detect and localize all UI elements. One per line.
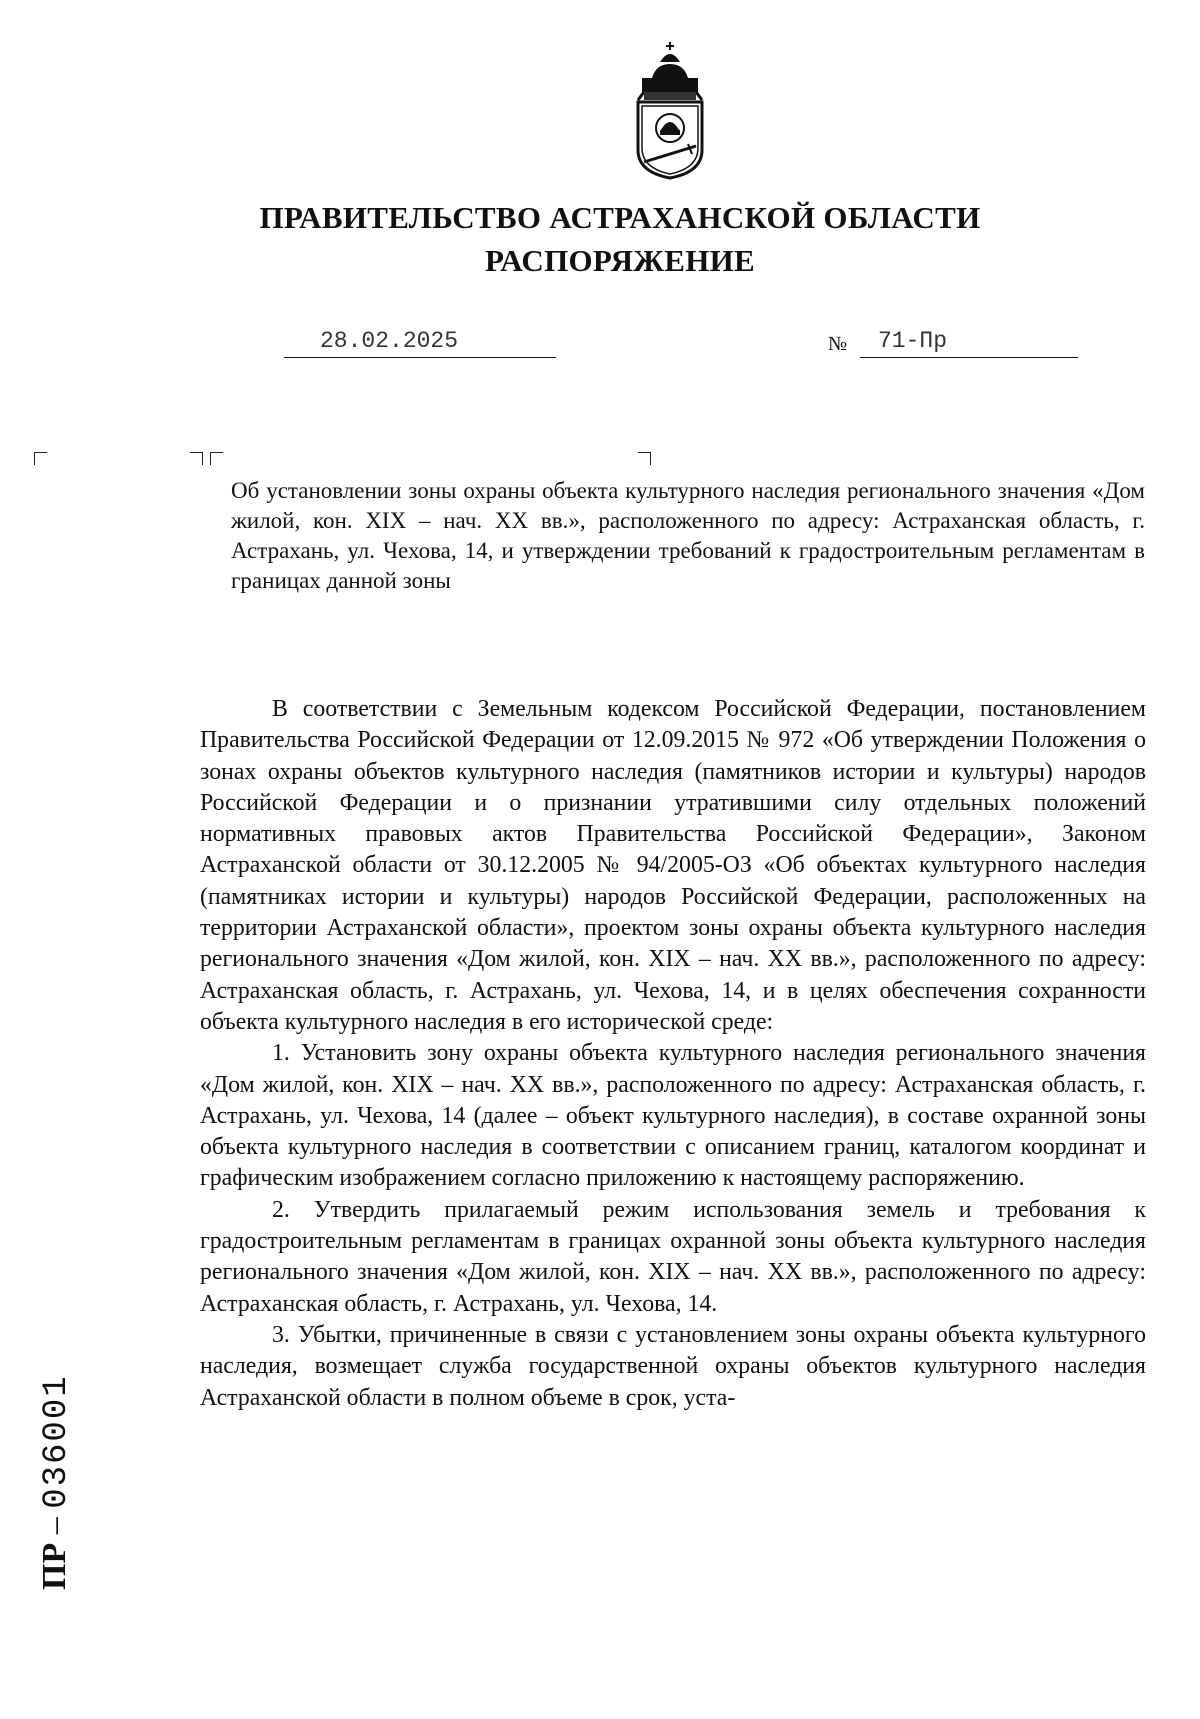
margin-corner-mark (34, 452, 47, 465)
serial-separator: – (36, 1508, 73, 1543)
item-3-paragraph: 3. Убытки, причиненные в связи с установлением зоны охраны объекта культурного наследия, возмещает служба государственной охраны объектов культурного наследия Астраханской области в полном объеме в срок, уста- (200, 1321, 1146, 1411)
item-2-paragraph: 2. Утвердить прилагаемый режим использования земель и требования к градостроительным регламентам в границах охранной зоны объекта культурного наследия регионального значения «Дом жилой, кон. XIX – нач. XX вв.», расположенного по адресу: Астраханская область, г. Астрахань, ул. Чехова, 14. (200, 1196, 1146, 1317)
document-number: 71-Пр (878, 328, 948, 354)
subject-corner-mark (638, 452, 651, 465)
serial-number: 036001 (38, 1374, 76, 1509)
document-body (200, 694, 1146, 1414)
government-title: ПРАВИТЕЛЬСТВО АСТРАХАНСКОЙ ОБЛАСТИ (259, 200, 981, 235)
coat-of-arms-icon (630, 40, 710, 180)
serial-prefix: ПР (36, 1542, 73, 1590)
preamble-paragraph: В соответствии с Земельным кодексом Российской Федерации, постановлением Правительства Российской Федерации от 12.09.2015 № 972 «Об утверждении Положения о зонах охраны объектов культурного наследия (памятников истории и культуры) народов Российской Федерации и о признании утратившими силу отдельных положений нормативных правовых актов Правительства Российской Федерации», Законом Астраханской области от 30.12.2005 № 94/2005-ОЗ «Об объектах культурного наследия (памятниках истории и культуры) народов Российской Федерации, расположенных на территории Астраханской области», проектом зоны охраны объекта культурного наследия регионального значения «Дом жилой, кон. XIX – нач. XX вв.», расположенного по адресу: Астраханская область, г. Астрахань, ул. Чехова, 14, и в целях обеспечения сохранности объекта культурного наследия в его исторической среде: (200, 696, 1146, 1035)
date-underline (284, 357, 556, 358)
subject-corner-mark (190, 452, 203, 465)
number-sign: № (828, 333, 848, 355)
document-subject: Об установлении зоны охраны объекта культурного наследия регионального значения «Дом жилой, кон. XIX – нач. XX вв.», расположенного по адресу: Астраханская область, г. Астрахань, ул. Чехова, 14, и утверждении требований к градостроительным регламентам в границах данной зоны (231, 478, 1145, 593)
document-date: 28.02.2025 (320, 328, 459, 354)
form-serial-code (36, 1374, 76, 1590)
item-1-paragraph: 1. Установить зону охраны объекта культурного наследия регионального значения «Дом жилой, кон. XIX – нач. XX вв.», расположенного по адресу: Астраханская область, г. Астрахань, ул. Чехова, 14 (далее – объект культурного наследия), в составе охранной зоны объекта культурного наследия в соответствии с описанием границ, каталогом координат и графическим изображением согласно приложению к настоящему распоряжению. (200, 1040, 1146, 1192)
document-type-title: РАСПОРЯЖЕНИЕ (484, 243, 756, 278)
subject-corner-mark (210, 452, 223, 465)
number-underline (860, 357, 1078, 358)
